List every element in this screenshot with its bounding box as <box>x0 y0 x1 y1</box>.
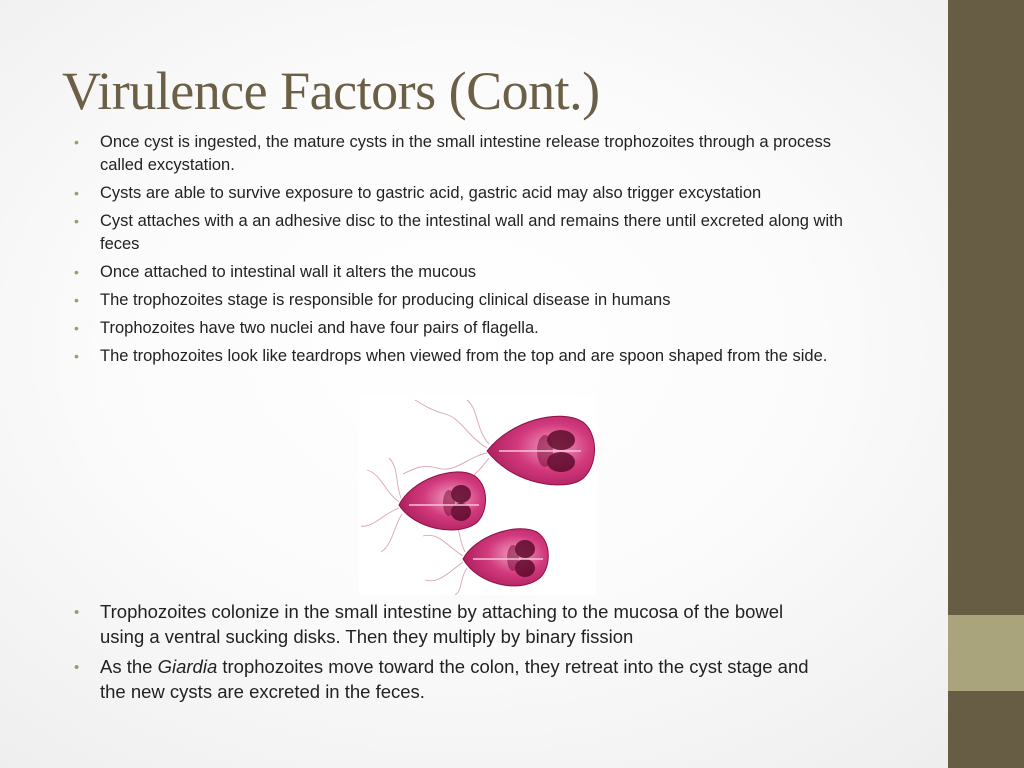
bullet-item <box>72 261 852 284</box>
bullet-item <box>72 317 852 340</box>
bullet-marker: • <box>74 659 80 676</box>
bullet-item <box>72 345 852 368</box>
bullet-text: Trophozoites have two nuclei and have four pairs of flagella. <box>100 319 539 337</box>
bullet-list-bottom <box>72 599 832 709</box>
bullet-item <box>72 654 832 704</box>
trophozoite-left <box>399 472 486 530</box>
bullet-item <box>72 289 852 312</box>
bullet-marker: • <box>74 604 80 621</box>
bullet-text: Once attached to intestinal wall it alters the mucous <box>100 263 477 281</box>
bullet-marker: • <box>74 185 79 201</box>
bullet-text: The trophozoites stage is responsible for producing clinical disease in humans <box>100 291 671 309</box>
side-accent-block <box>948 615 1024 691</box>
bullet-text: Cysts are able to survive exposure to gastric acid, gastric acid may also trigger excystation <box>100 184 762 202</box>
bullet-marker: • <box>74 264 79 280</box>
bullet-text-italic: Giardia <box>157 656 218 677</box>
bullet-text: Cyst attaches with a an adhesive disc to the intestinal wall and remains there until excreted along with feces <box>100 212 843 253</box>
bullet-text: Once cyst is ingested, the mature cysts in the small intestine release trophozoites through a process called excystation. <box>100 133 831 174</box>
bullet-list-top <box>72 131 852 373</box>
bullet-text: Trophozoites colonize in the small intestine by attaching to the mucosa of the bowel using a ventral sucking disks. Then they multiply by binary fission <box>100 601 784 647</box>
bullet-text: The trophozoites look like teardrops when viewed from the top and are spoon shaped from the side. <box>100 347 828 365</box>
bullet-marker: • <box>74 348 79 364</box>
bullet-item <box>72 210 852 256</box>
bullet-marker: • <box>74 134 79 150</box>
bullet-item <box>72 182 852 205</box>
bullet-text-suffix: trophozoites move toward the colon, they retreat into the cyst stage and the new cysts are excreted in the feces. <box>100 656 809 702</box>
bullet-marker: • <box>74 320 79 336</box>
trophozoite-right <box>487 416 594 485</box>
bullet-text-prefix: As the <box>100 656 158 677</box>
bullet-marker: • <box>74 213 79 229</box>
trophozoite-illustration <box>359 396 596 595</box>
trophozoite-bottom <box>463 529 548 586</box>
bullet-item <box>72 599 832 649</box>
bullet-marker: • <box>74 292 79 308</box>
slide-title: Virulence Factors (Cont.) <box>62 61 600 121</box>
giardia-trophozoite-image <box>359 396 596 595</box>
bullet-item <box>72 131 852 177</box>
